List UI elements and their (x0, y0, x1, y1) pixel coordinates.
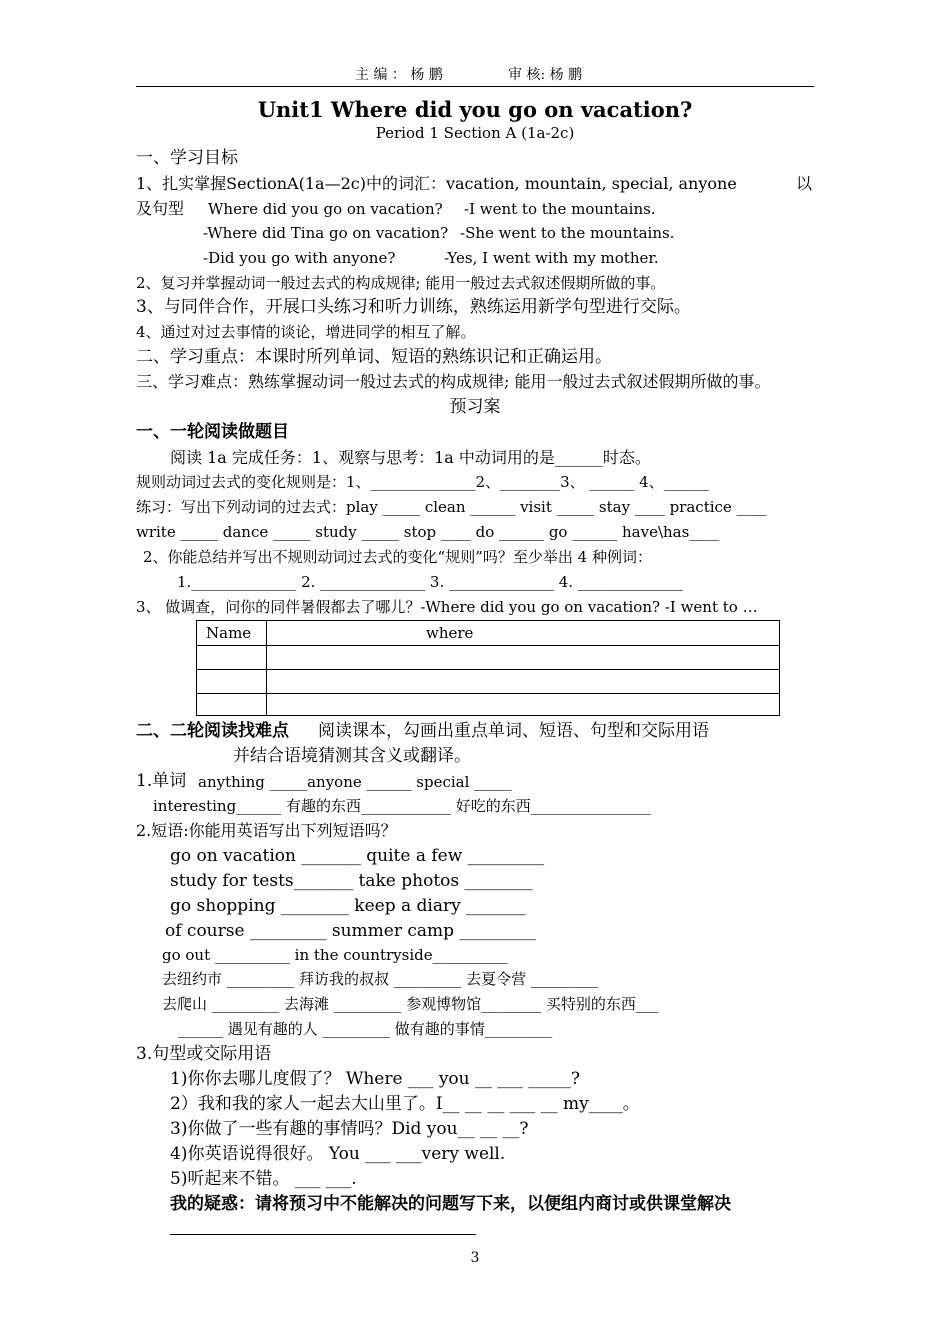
reviewer-label: 审 核: 杨 鹏 (508, 67, 583, 83)
round2-instruction: 阅读课本，勾画出重点单词、短语、句型和交际用语 (318, 721, 709, 741)
phrase-line-7: 去爬山 _________ 去海滩 _________ 参观博物馆________ 买特别的东西___ (162, 995, 659, 1013)
sentence-2-answer: -She went to the mountains. (460, 224, 675, 242)
phrase-line-6: 去纽约市 _________ 拜访我的叔叔 _________ 去夏令营 _________ (162, 970, 599, 988)
goal-2: 2、复习并掌握动词一般过去式的构成规律; 能用一般过去式叙述假期所做的事。 (136, 274, 666, 292)
table-row-line (197, 693, 779, 694)
phrase-line-3: go shopping ________ keep a diary _______ (170, 896, 526, 916)
goal-4: 4、通过对过去事情的谈论，增进同学的相互了解。 (136, 323, 476, 341)
sentence-question-3: 3)你做了一些有趣的事情吗？Did you__ __ __? (170, 1119, 529, 1139)
header-rule (136, 86, 814, 87)
sentence-question-1: 1)你你去哪儿度假了？ Where ___ you __ ___ _____? (170, 1069, 580, 1089)
round1-survey: 3、 做调查，问你的同伴暑假都去了哪儿？-Where did you go on vacation? -I went to … (136, 598, 758, 616)
phrase-line-2: study for tests_______ take photos ________ (170, 871, 533, 891)
round1-practice-2: write _____ dance _____ study _____ stop ____ do ______ go ______ have\has____ (136, 523, 720, 541)
doubt-prompt: 我的疑惑：请将预习中不能解决的问题写下来，以便组内商讨或供课堂解决 (170, 1194, 731, 1214)
words-label: 1.单词 (136, 771, 187, 791)
difficult-points: 三、学习难点：熟练掌握动词一般过去式的构成规律; 能用一般过去式叙述假期所做的事。 (136, 372, 771, 391)
words-line-2: interesting______ 有趣的东西____________ 好吃的东西________________ (153, 797, 651, 815)
phrase-line-8: ______ 遇见有趣的人 _________ 做有趣的事情_________ (178, 1020, 553, 1038)
page-title: Unit1 Where did you go on vacation? (257, 97, 693, 122)
round1-heading: 一、一轮阅读做题目 (136, 422, 289, 442)
round2-heading: 二、二轮阅读找难点 (136, 721, 289, 741)
sentence-question-4: 4)你英语说得很好。 You ___ ___very well. (170, 1144, 506, 1164)
words-line-1: anything _____anyone ______ special _____ (198, 773, 512, 791)
goals-heading: 一、学习目标 (136, 148, 238, 168)
goal-3: 3、与同伴合作，开展口头练习和听力训练，熟练运用新学句型进行交际。 (136, 297, 691, 317)
table-column-divider (266, 621, 267, 715)
round1-examples: 1.______________ 2. ______________ 3. ______________ 4. ______________ (177, 573, 683, 591)
doubt-answer-line (170, 1234, 476, 1235)
sentence-2-question: -Where did Tina go on vacation? (203, 224, 449, 242)
table-row-line (197, 645, 779, 646)
sentence-3-question: -Did you go with anyone? (203, 249, 396, 267)
goal-1-tail: 以 (796, 174, 813, 193)
round1-rules: 规则动词过去式的变化规则是：1、______________2、________3、 ______ 4、______ (136, 473, 709, 491)
phrase-line-4: of course _________ summer camp _________ (165, 921, 536, 941)
page-number: 3 (470, 1250, 480, 1266)
sentence-question-5: 5)听起来不错。 ___ ___. (170, 1169, 357, 1189)
goal-1-prefix: 及句型 (136, 199, 185, 218)
round2-instruction-2: 并结合语境猜测其含义或翻译。 (233, 746, 471, 766)
phrase-line-1: go on vacation _______ quite a few _________ (170, 846, 545, 866)
survey-table (196, 620, 780, 716)
key-points: 二、学习重点：本课时所列单词、短语的熟练识记和正确运用。 (136, 347, 612, 367)
round1-task: 阅读 1a 完成任务：1、观察与思考：1a 中动词用的是______时态。 (170, 448, 651, 467)
goal-1: 1、扎实掌握SectionA(1a—2c)中的词汇：vacation, mountain, special, anyone (136, 174, 737, 193)
phrases-label: 2.短语:你能用英语写出下列短语吗？ (136, 821, 397, 840)
preview-title: 预习案 (449, 397, 501, 417)
page-subtitle: Period 1 Section A (1a-2c) (375, 124, 575, 142)
table-row-line (197, 669, 779, 670)
round1-irregular: 2、你能总结并写出不规则动词过去式的变化“规则”吗？至少举出 4 种例词： (143, 548, 652, 566)
editor-label: 主 编 ： 杨 鹏 (355, 67, 443, 83)
phrase-line-5: go out __________ in the countryside__________ (162, 946, 508, 964)
table-header-where: where (426, 624, 474, 642)
sentence-1-question: Where did you go on vacation? (208, 200, 443, 218)
sentence-question-2: 2）我和我的家人一起去大山里了。I__ __ __ ___ __ my____。 (170, 1094, 640, 1114)
table-header-name: Name (206, 624, 252, 642)
sentence-1-answer: -I went to the mountains. (464, 200, 656, 218)
round1-practice-1: 练习：写出下列动词的过去式：play _____ clean ______ visit _____ stay ____ practice ____ (136, 498, 767, 516)
sentences-label: 3.句型或交际用语 (136, 1044, 272, 1064)
sentence-3-answer: -Yes, I went with my mother. (444, 249, 659, 267)
